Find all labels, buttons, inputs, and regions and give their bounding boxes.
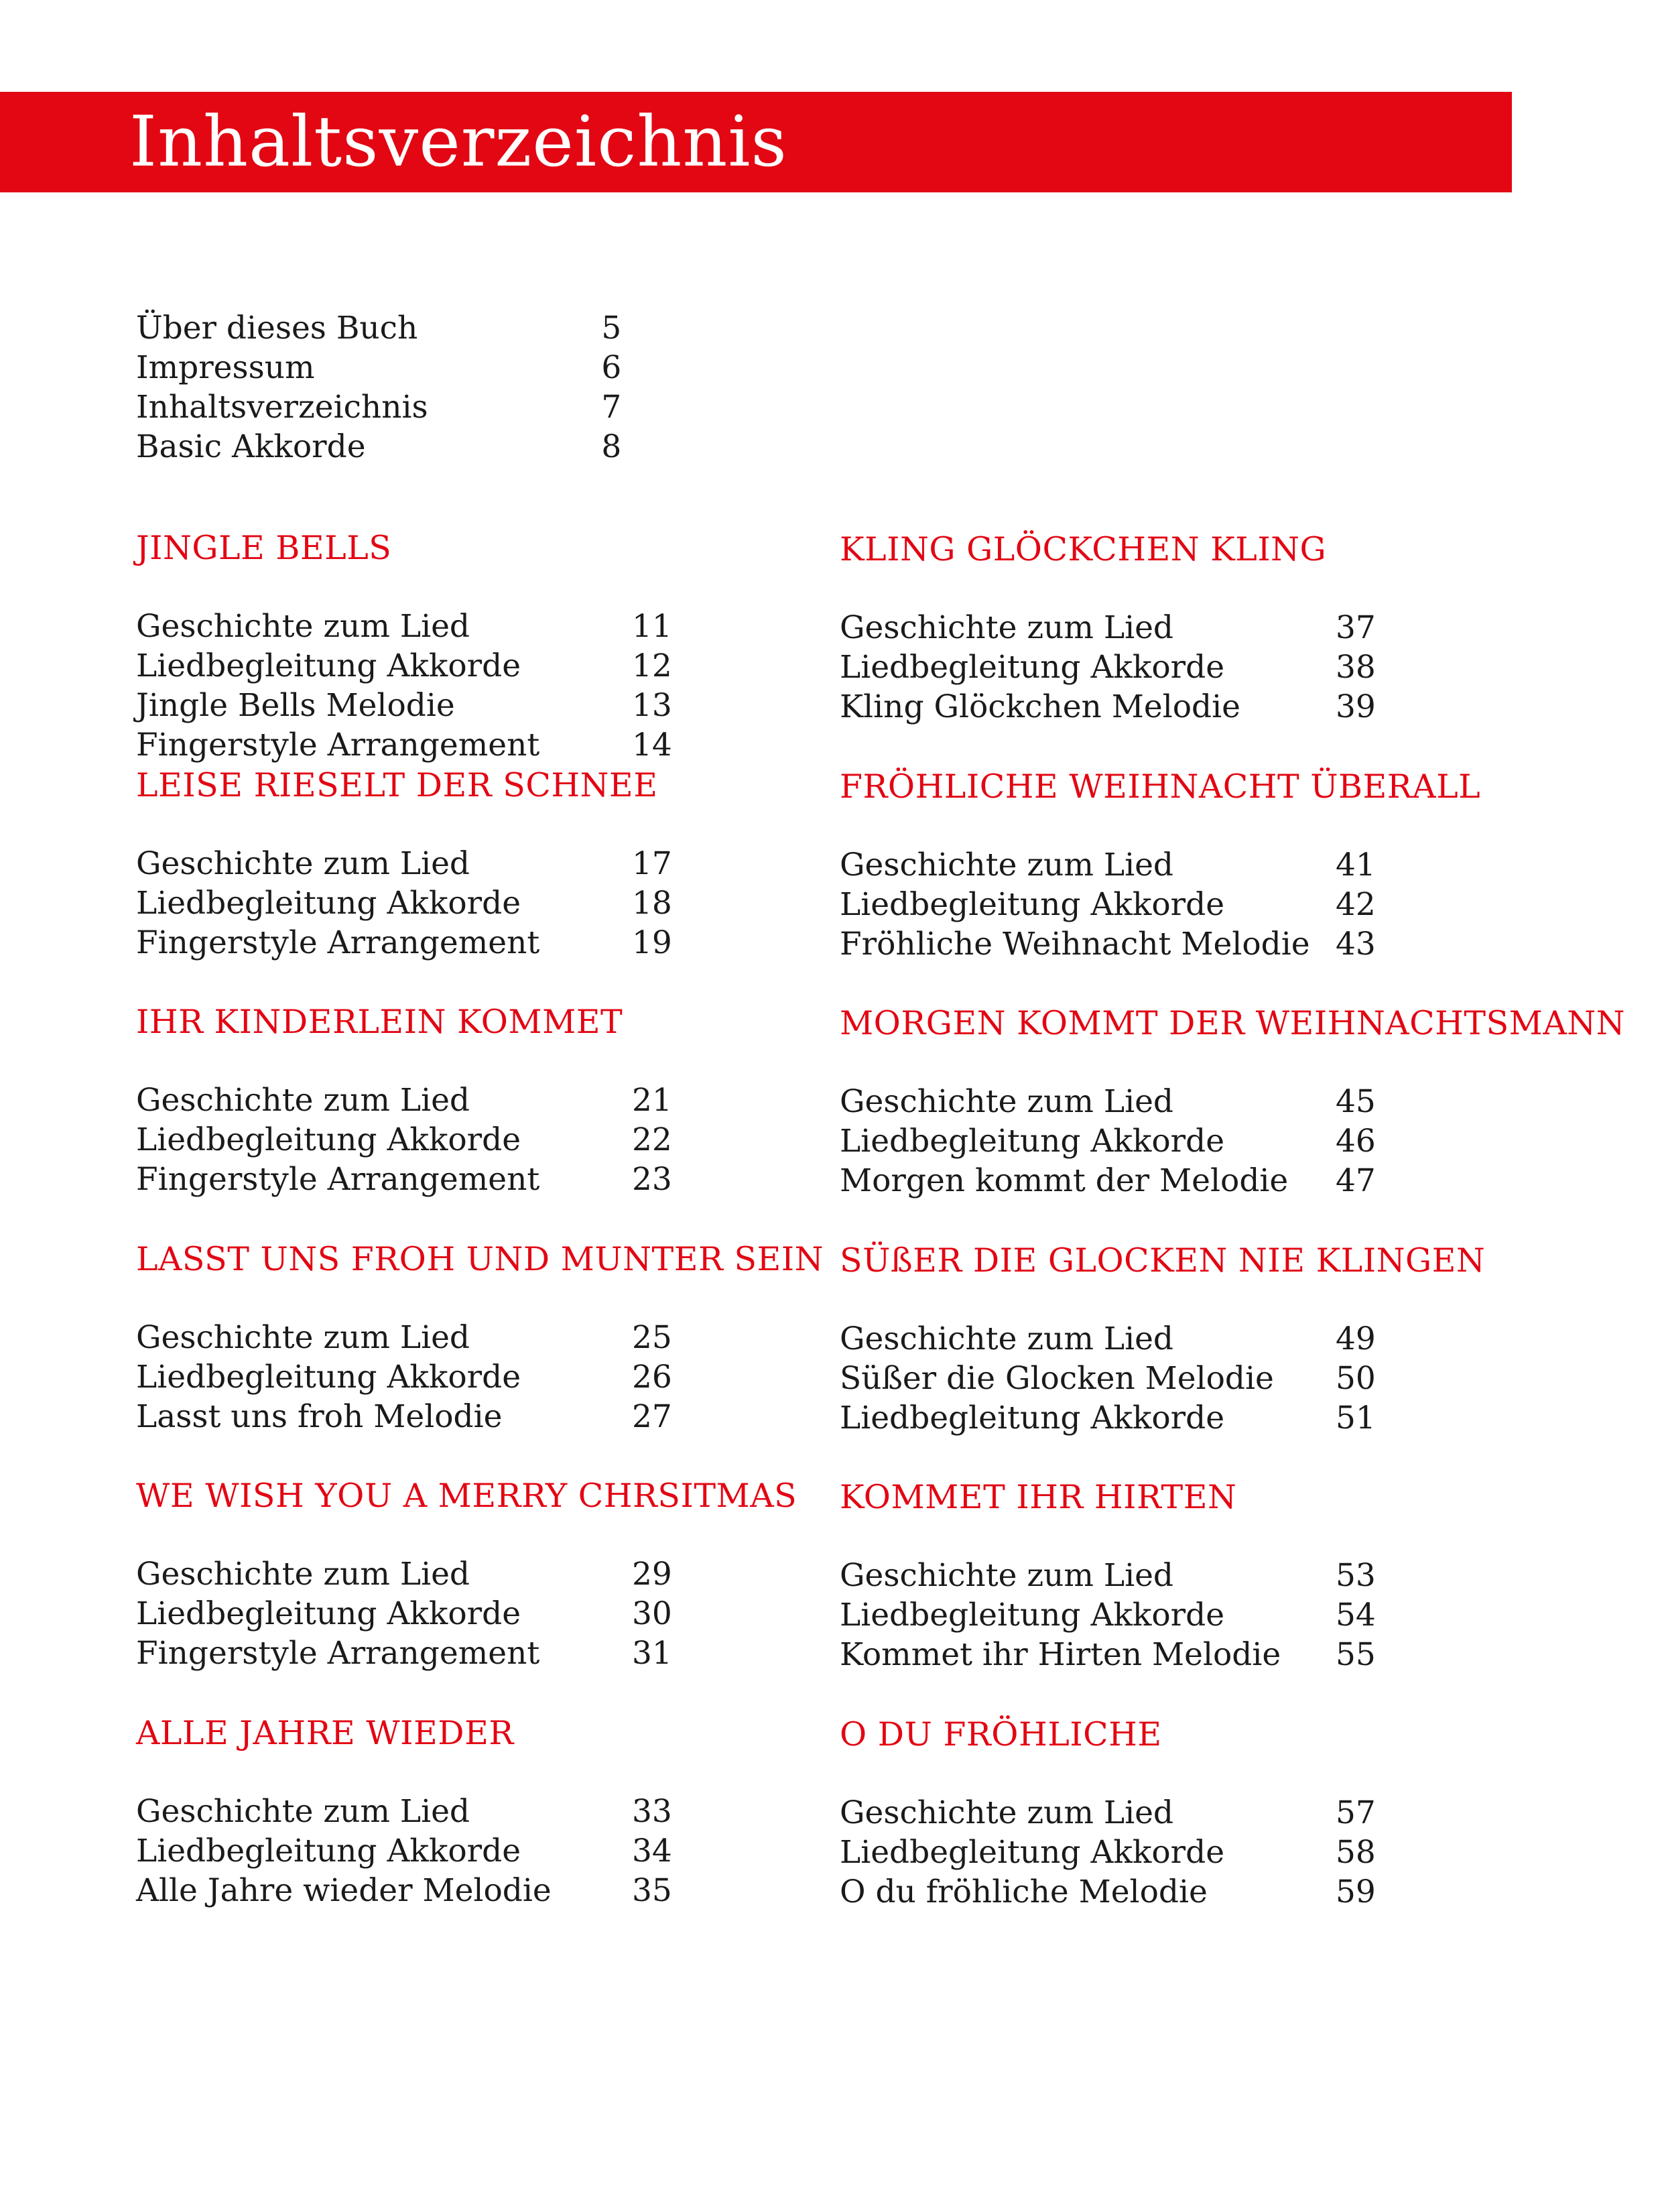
toc-entry-label: Geschichte zum Lied: [136, 1318, 470, 1356]
toc-section: [136, 1476, 873, 1713]
toc-entry-label: Liedbegleitung Akkorde: [136, 1595, 521, 1632]
toc-entry-label: Liedbegleitung Akkorde: [136, 1832, 521, 1869]
section-heading[interactable]: FRÖHLICHE WEIHNACHT ÜBERALL: [840, 767, 1481, 806]
toc-entry-label: Liedbegleitung Akkorde: [840, 885, 1225, 923]
toc-entry-label: Kommet ihr Hirten Melodie: [840, 1636, 1281, 1673]
toc-entry-label: Geschichte zum Lied: [840, 1083, 1174, 1120]
toc-entry[interactable]: [136, 1871, 873, 1910]
section-heading[interactable]: JINGLE BELLS: [136, 529, 392, 567]
page-title: Inhaltsverzeichnis: [129, 101, 787, 182]
toc-entry-label: Über dieses Buch: [136, 310, 418, 347]
toc-entry-page-number: 31: [632, 1635, 672, 1672]
toc-entry-page-number: 27: [632, 1398, 672, 1435]
toc-entry-page-number: 13: [632, 687, 672, 724]
toc-entry[interactable]: [136, 1160, 873, 1199]
toc-entry-label: O du fröhliche Melodie: [840, 1873, 1208, 1910]
title-banner: [0, 92, 1512, 192]
toc-entry-label: Liedbegleitung Akkorde: [136, 1121, 521, 1158]
toc-entry-label: Liedbegleitung Akkorde: [840, 1123, 1225, 1160]
toc-entry-label: Lasst uns froh Melodie: [136, 1398, 503, 1435]
toc-entry-label: Liedbegleitung Akkorde: [136, 884, 521, 922]
right-column: [840, 530, 1625, 1951]
toc-entry-label: Impressum: [136, 349, 315, 386]
toc-entry[interactable]: [840, 1359, 1577, 1398]
toc-section: [136, 1239, 873, 1477]
section-entries: [840, 845, 1577, 964]
toc-section: [136, 1002, 873, 1239]
toc-entry-label: Liedbegleitung Akkorde: [136, 648, 521, 684]
section-heading[interactable]: SÜßER DIE GLOCKEN NIE KLINGEN: [840, 1241, 1486, 1280]
toc-entry[interactable]: [136, 725, 873, 765]
toc-entry-page-number: 26: [632, 1358, 672, 1396]
toc-entry-page-number: 58: [1336, 1833, 1376, 1871]
toc-entry-label: Liedbegleitung Akkorde: [136, 1358, 521, 1396]
toc-entry-page-number: 45: [1336, 1083, 1376, 1120]
toc-section: [136, 765, 873, 1003]
toc-entry-page-number: 35: [632, 1871, 672, 1909]
toc-entry[interactable]: [136, 1792, 873, 1831]
section-entries: [840, 1082, 1577, 1201]
toc-entry-label: Liedbegleitung Akkorde: [840, 649, 1225, 686]
toc-entry[interactable]: [136, 348, 659, 387]
section-entries: [840, 1793, 1577, 1912]
toc-entry[interactable]: [840, 1319, 1577, 1359]
toc-entry[interactable]: [136, 844, 873, 883]
toc-entry[interactable]: [840, 648, 1577, 687]
toc-section: [840, 1241, 1577, 1478]
toc-section: [136, 1713, 873, 1951]
toc-entry[interactable]: [840, 1833, 1577, 1872]
toc-section: [840, 1715, 1577, 1952]
toc-entry-page-number: 29: [632, 1556, 672, 1593]
toc-section: [840, 530, 1577, 767]
toc-entry-page-number: 51: [1336, 1399, 1376, 1436]
toc-entry[interactable]: [136, 1634, 873, 1673]
toc-entry[interactable]: [840, 1556, 1577, 1595]
toc-section: [840, 1003, 1625, 1241]
toc-entry-page-number: 55: [1336, 1636, 1376, 1673]
toc-entry-page-number: 54: [1336, 1597, 1376, 1634]
section-entries: [136, 1318, 873, 1436]
toc-entry-label: Fröhliche Weihnacht Melodie: [840, 925, 1310, 963]
toc-entry-label: Geschichte zum Lied: [840, 1794, 1174, 1831]
toc-entry-page-number: 30: [632, 1595, 672, 1632]
toc-entry-page-number: 14: [632, 727, 672, 763]
toc-entry[interactable]: [136, 1397, 873, 1436]
toc-entry-page-number: 43: [1336, 925, 1376, 963]
toc-entry-page-number: 49: [1336, 1320, 1376, 1357]
left-column: [136, 528, 873, 1950]
toc-entry[interactable]: [136, 308, 659, 348]
toc-entry-label: Liedbegleitung Akkorde: [840, 1833, 1225, 1871]
toc-entry-label: Kling Glöckchen Melodie: [840, 688, 1240, 725]
toc-entry-label: Geschichte zum Lied: [840, 846, 1174, 883]
section-entries: [136, 607, 873, 765]
toc-entry-page-number: 25: [632, 1318, 672, 1356]
toc-entry[interactable]: [136, 1081, 873, 1120]
toc-entry-page-number: 59: [1336, 1873, 1376, 1910]
toc-entry[interactable]: [840, 687, 1577, 727]
toc-entry[interactable]: [840, 845, 1577, 885]
toc-entry-label: Geschichte zum Lied: [136, 608, 470, 645]
toc-entry[interactable]: [136, 883, 873, 923]
toc-entry-page-number: 47: [1336, 1162, 1376, 1199]
toc-entry[interactable]: [136, 1357, 873, 1397]
toc-entry-label: Fingerstyle Arrangement: [136, 727, 540, 763]
toc-entry-page-number: 5: [601, 310, 622, 347]
toc-entry-label: Geschichte zum Lied: [840, 1557, 1174, 1594]
toc-entry-label: Geschichte zum Lied: [136, 1082, 470, 1119]
toc-entry-page-number: 6: [601, 349, 622, 386]
toc-entry[interactable]: [136, 1120, 873, 1160]
toc-entry-page-number: 39: [1336, 688, 1376, 725]
toc-entry-label: Basic Akkorde: [136, 428, 366, 465]
toc-entry-label: Morgen kommt der Melodie: [840, 1162, 1289, 1199]
toc-entry-label: Geschichte zum Lied: [136, 1792, 470, 1830]
toc-entry-page-number: 41: [1336, 846, 1376, 883]
toc-entry-page-number: 37: [1336, 609, 1376, 646]
toc-entry-page-number: 19: [632, 924, 672, 961]
section-heading[interactable]: WE WISH YOU A MERRY CHRSITMAS: [136, 1477, 797, 1515]
toc-entry[interactable]: [136, 1554, 873, 1594]
intro-list: [136, 308, 659, 467]
toc-entry-page-number: 17: [632, 845, 672, 882]
toc-section: [840, 767, 1577, 1004]
toc-entry-page-number: 21: [632, 1082, 672, 1119]
toc-entry-page-number: 50: [1336, 1359, 1376, 1397]
toc-entry-label: Fingerstyle Arrangement: [136, 924, 540, 961]
toc-entry[interactable]: [840, 1872, 1577, 1912]
section-entries: [136, 1792, 873, 1910]
toc-entry-label: Geschichte zum Lied: [840, 1320, 1174, 1357]
toc-entry[interactable]: [136, 923, 873, 963]
toc-entry-label: Jingle Bells Melodie: [136, 687, 455, 724]
section-entries: [840, 608, 1577, 727]
section-heading[interactable]: O DU FRÖHLICHE: [840, 1715, 1162, 1754]
section-heading[interactable]: KLING GLÖCKCHEN KLING: [840, 530, 1327, 568]
toc-entry[interactable]: [136, 387, 659, 427]
toc-entry[interactable]: [840, 1793, 1577, 1833]
toc-entry[interactable]: [840, 1082, 1577, 1121]
toc-entry-page-number: 42: [1336, 885, 1376, 923]
toc-entry-page-number: 33: [632, 1792, 672, 1830]
section-heading[interactable]: LEISE RIESELT DER SCHNEE: [136, 765, 658, 804]
toc-entry[interactable]: [840, 885, 1577, 924]
toc-entry-label: Geschichte zum Lied: [136, 845, 470, 882]
section-heading[interactable]: ALLE JAHRE WIEDER: [136, 1713, 514, 1752]
toc-entry-label: Geschichte zum Lied: [136, 1556, 470, 1593]
toc-entry-label: Geschichte zum Lied: [840, 609, 1174, 646]
section-heading[interactable]: LASST UNS FROH UND MUNTER SEIN: [136, 1239, 824, 1278]
toc-entry-page-number: 18: [632, 884, 672, 922]
toc-entry-page-number: 34: [632, 1832, 672, 1869]
toc-entry[interactable]: [840, 1635, 1577, 1674]
toc-entry-label: Liedbegleitung Akkorde: [840, 1399, 1225, 1436]
toc-entry[interactable]: [840, 924, 1577, 964]
toc-entry-page-number: 46: [1336, 1123, 1376, 1160]
toc-entry-page-number: 23: [632, 1161, 672, 1198]
toc-entry[interactable]: [136, 1318, 873, 1357]
section-heading[interactable]: IHR KINDERLEIN KOMMET: [136, 1003, 623, 1041]
toc-entry[interactable]: [840, 1595, 1577, 1635]
toc-entry[interactable]: [136, 1831, 873, 1871]
toc-entry[interactable]: [136, 607, 873, 646]
toc-entry[interactable]: [840, 1398, 1577, 1438]
toc-entry[interactable]: [136, 646, 873, 686]
toc-section: [840, 1477, 1577, 1715]
toc-entry-page-number: 8: [601, 428, 622, 465]
toc-entry[interactable]: [136, 1594, 873, 1634]
toc-entry-page-number: 53: [1336, 1557, 1376, 1594]
toc-entry-label: Inhaltsverzeichnis: [136, 389, 428, 426]
toc-entry-page-number: 22: [632, 1121, 672, 1158]
toc-entry-page-number: 38: [1336, 649, 1376, 686]
toc-entry[interactable]: [136, 427, 659, 467]
section-entries: [136, 1554, 873, 1673]
toc-entry-page-number: 12: [632, 648, 672, 684]
toc-entry[interactable]: [840, 608, 1577, 648]
toc-entry-label: Fingerstyle Arrangement: [136, 1161, 540, 1198]
toc-entry-label: Alle Jahre wieder Melodie: [136, 1871, 552, 1909]
section-entries: [136, 844, 873, 963]
section-entries: [840, 1556, 1577, 1674]
toc-entry[interactable]: [136, 686, 873, 725]
toc-entry-label: Fingerstyle Arrangement: [136, 1635, 540, 1672]
toc-entry-label: Süßer die Glocken Melodie: [840, 1359, 1274, 1397]
toc-entry[interactable]: [840, 1121, 1577, 1161]
section-heading[interactable]: MORGEN KOMMT DER WEIHNACHTSMANN: [840, 1004, 1625, 1042]
section-heading[interactable]: KOMMET IHR HIRTEN: [840, 1478, 1237, 1516]
toc-entry[interactable]: [840, 1161, 1577, 1201]
section-entries: [136, 1081, 873, 1199]
toc-entry-label: Liedbegleitung Akkorde: [840, 1597, 1225, 1634]
toc-entry-page-number: 11: [632, 608, 672, 645]
toc-entry-page-number: 57: [1336, 1794, 1376, 1831]
section-entries: [840, 1319, 1577, 1438]
toc-entry-page-number: 7: [601, 389, 622, 426]
toc-section: [136, 528, 873, 765]
